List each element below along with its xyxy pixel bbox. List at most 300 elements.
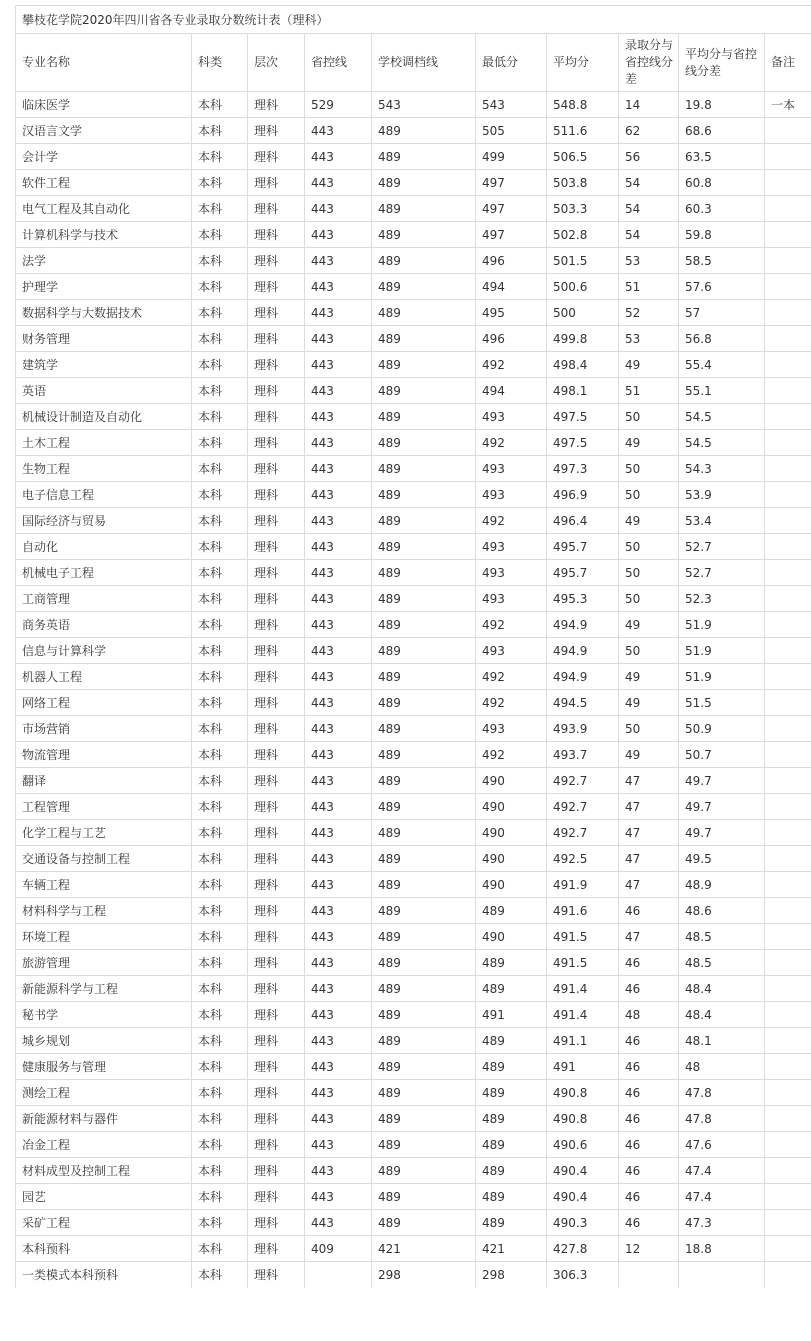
table-row — [16, 690, 811, 716]
table-row — [16, 1158, 811, 1184]
cell-avg-score: 492.7 — [547, 820, 619, 846]
cell-avg-score: 495.3 — [547, 586, 619, 612]
cell-avg-diff: 59.8 — [679, 222, 765, 248]
cell-avg-score: 498.1 — [547, 378, 619, 404]
cell-min-diff: 52 — [619, 300, 679, 326]
cell-school-line: 489 — [372, 898, 476, 924]
cell-category: 本科 — [192, 248, 248, 274]
table-row — [16, 976, 811, 1002]
cell-provincial-line: 443 — [305, 664, 372, 690]
cell-avg-score: 494.9 — [547, 664, 619, 690]
table-row — [16, 378, 811, 404]
cell-min-score: 493 — [476, 638, 547, 664]
cell-category: 本科 — [192, 586, 248, 612]
cell-min-diff: 48 — [619, 1002, 679, 1028]
cell-min-diff: 54 — [619, 222, 679, 248]
cell-provincial-line: 443 — [305, 638, 372, 664]
cell-provincial-line: 443 — [305, 352, 372, 378]
header-school-line: 学校调档线 — [372, 34, 476, 92]
cell-min-score: 492 — [476, 430, 547, 456]
cell-avg-diff: 57.6 — [679, 274, 765, 300]
cell-school-line: 489 — [372, 872, 476, 898]
cell-category: 本科 — [192, 430, 248, 456]
cell-avg-diff: 48.5 — [679, 924, 765, 950]
table-row — [16, 1080, 811, 1106]
cell-major-name: 自动化 — [16, 534, 192, 560]
cell-level: 理科 — [248, 352, 305, 378]
cell-min-diff: 50 — [619, 716, 679, 742]
cell-avg-score: 496.9 — [547, 482, 619, 508]
cell-avg-diff: 57 — [679, 300, 765, 326]
cell-remark — [765, 664, 811, 690]
cell-level: 理科 — [248, 300, 305, 326]
table-row — [16, 274, 811, 300]
cell-min-score: 421 — [476, 1236, 547, 1262]
cell-provincial-line: 443 — [305, 794, 372, 820]
cell-category: 本科 — [192, 976, 248, 1002]
cell-remark — [765, 430, 811, 456]
cell-min-diff: 47 — [619, 846, 679, 872]
cell-remark — [765, 1158, 811, 1184]
cell-category: 本科 — [192, 742, 248, 768]
cell-avg-score: 501.5 — [547, 248, 619, 274]
table-row — [16, 560, 811, 586]
cell-major-name: 财务管理 — [16, 326, 192, 352]
cell-remark — [765, 326, 811, 352]
cell-min-score: 492 — [476, 742, 547, 768]
cell-school-line: 489 — [372, 482, 476, 508]
cell-level: 理科 — [248, 274, 305, 300]
cell-school-line: 489 — [372, 456, 476, 482]
cell-level: 理科 — [248, 456, 305, 482]
cell-avg-diff: 53.4 — [679, 508, 765, 534]
cell-school-line: 489 — [372, 560, 476, 586]
cell-school-line: 489 — [372, 118, 476, 144]
cell-major-name: 工商管理 — [16, 586, 192, 612]
cell-avg-diff: 49.7 — [679, 768, 765, 794]
cell-category: 本科 — [192, 612, 248, 638]
cell-level: 理科 — [248, 196, 305, 222]
table-row — [16, 638, 811, 664]
cell-remark — [765, 170, 811, 196]
header-remark: 备注 — [765, 34, 811, 92]
cell-avg-diff: 52.7 — [679, 534, 765, 560]
cell-avg-score: 494.9 — [547, 612, 619, 638]
cell-remark — [765, 560, 811, 586]
cell-level: 理科 — [248, 378, 305, 404]
cell-remark — [765, 768, 811, 794]
cell-min-diff: 46 — [619, 898, 679, 924]
cell-min-score: 490 — [476, 820, 547, 846]
cell-major-name: 城乡规划 — [16, 1028, 192, 1054]
cell-category: 本科 — [192, 404, 248, 430]
cell-school-line: 489 — [372, 612, 476, 638]
table-row — [16, 612, 811, 638]
cell-min-diff: 46 — [619, 1132, 679, 1158]
cell-remark — [765, 248, 811, 274]
cell-avg-score: 490.8 — [547, 1080, 619, 1106]
cell-min-diff: 49 — [619, 690, 679, 716]
cell-min-diff: 50 — [619, 456, 679, 482]
table-row — [16, 404, 811, 430]
cell-min-diff: 54 — [619, 196, 679, 222]
cell-level: 理科 — [248, 872, 305, 898]
cell-category: 本科 — [192, 144, 248, 170]
cell-major-name: 本科预科 — [16, 1236, 192, 1262]
cell-avg-score: 491.1 — [547, 1028, 619, 1054]
cell-major-name: 测绘工程 — [16, 1080, 192, 1106]
cell-major-name: 冶金工程 — [16, 1132, 192, 1158]
cell-school-line: 489 — [372, 1002, 476, 1028]
cell-avg-score: 491 — [547, 1054, 619, 1080]
cell-category: 本科 — [192, 378, 248, 404]
table-row — [16, 456, 811, 482]
cell-min-score: 497 — [476, 196, 547, 222]
cell-provincial-line: 443 — [305, 716, 372, 742]
cell-major-name: 健康服务与管理 — [16, 1054, 192, 1080]
cell-school-line: 489 — [372, 352, 476, 378]
cell-remark — [765, 1132, 811, 1158]
cell-avg-diff: 54.5 — [679, 430, 765, 456]
cell-min-score: 493 — [476, 482, 547, 508]
cell-level: 理科 — [248, 222, 305, 248]
table-row — [16, 1002, 811, 1028]
cell-category: 本科 — [192, 92, 248, 118]
cell-min-score: 492 — [476, 508, 547, 534]
cell-category: 本科 — [192, 352, 248, 378]
cell-major-name: 园艺 — [16, 1184, 192, 1210]
cell-avg-diff: 47.4 — [679, 1184, 765, 1210]
cell-min-diff: 46 — [619, 1106, 679, 1132]
cell-avg-diff: 58.5 — [679, 248, 765, 274]
cell-min-diff: 54 — [619, 170, 679, 196]
cell-min-diff: 47 — [619, 820, 679, 846]
cell-avg-score: 503.3 — [547, 196, 619, 222]
cell-level: 理科 — [248, 1132, 305, 1158]
table-row — [16, 1132, 811, 1158]
cell-avg-diff: 48.5 — [679, 950, 765, 976]
cell-school-line: 489 — [372, 404, 476, 430]
cell-avg-score: 506.5 — [547, 144, 619, 170]
cell-min-diff: 46 — [619, 1210, 679, 1236]
cell-avg-score: 490.3 — [547, 1210, 619, 1236]
header-avg-diff: 平均分与省控线分差 — [679, 34, 765, 92]
cell-min-score: 493 — [476, 586, 547, 612]
cell-level: 理科 — [248, 1210, 305, 1236]
cell-school-line: 489 — [372, 794, 476, 820]
cell-remark — [765, 1028, 811, 1054]
cell-min-score: 493 — [476, 716, 547, 742]
cell-min-score: 492 — [476, 612, 547, 638]
cell-provincial-line: 443 — [305, 1132, 372, 1158]
cell-school-line: 489 — [372, 378, 476, 404]
cell-avg-diff: 51.5 — [679, 690, 765, 716]
cell-level: 理科 — [248, 898, 305, 924]
cell-provincial-line: 409 — [305, 1236, 372, 1262]
table-row — [16, 820, 811, 846]
cell-major-name: 市场营销 — [16, 716, 192, 742]
header-row — [16, 34, 811, 92]
cell-min-diff: 56 — [619, 144, 679, 170]
cell-avg-diff: 51.9 — [679, 638, 765, 664]
cell-school-line: 489 — [372, 1132, 476, 1158]
header-provincial-line: 省控线 — [305, 34, 372, 92]
cell-avg-diff — [679, 1262, 765, 1288]
cell-category: 本科 — [192, 638, 248, 664]
table-row — [16, 1028, 811, 1054]
cell-school-line: 421 — [372, 1236, 476, 1262]
cell-remark — [765, 1210, 811, 1236]
cell-avg-diff: 49.5 — [679, 846, 765, 872]
cell-min-diff: 47 — [619, 872, 679, 898]
cell-provincial-line: 443 — [305, 1080, 372, 1106]
cell-remark: 一本 — [765, 92, 811, 118]
cell-provincial-line: 443 — [305, 1210, 372, 1236]
cell-provincial-line: 443 — [305, 456, 372, 482]
table-row — [16, 768, 811, 794]
cell-min-diff — [619, 1262, 679, 1288]
cell-provincial-line: 443 — [305, 976, 372, 1002]
cell-avg-diff: 47.8 — [679, 1106, 765, 1132]
cell-level: 理科 — [248, 1106, 305, 1132]
cell-major-name: 秘书学 — [16, 1002, 192, 1028]
cell-min-score: 490 — [476, 846, 547, 872]
cell-min-score: 489 — [476, 1054, 547, 1080]
cell-level: 理科 — [248, 1262, 305, 1288]
cell-provincial-line: 443 — [305, 1106, 372, 1132]
cell-min-score: 489 — [476, 1132, 547, 1158]
cell-min-diff: 50 — [619, 534, 679, 560]
table-row — [16, 950, 811, 976]
cell-level: 理科 — [248, 144, 305, 170]
cell-level: 理科 — [248, 170, 305, 196]
cell-category: 本科 — [192, 1054, 248, 1080]
cell-avg-diff: 49.7 — [679, 794, 765, 820]
cell-avg-diff: 47.3 — [679, 1210, 765, 1236]
cell-level: 理科 — [248, 1184, 305, 1210]
cell-min-diff: 49 — [619, 352, 679, 378]
cell-category: 本科 — [192, 1210, 248, 1236]
cell-avg-diff: 63.5 — [679, 144, 765, 170]
cell-category: 本科 — [192, 1080, 248, 1106]
cell-remark — [765, 378, 811, 404]
cell-category: 本科 — [192, 1184, 248, 1210]
cell-category: 本科 — [192, 456, 248, 482]
cell-avg-diff: 55.1 — [679, 378, 765, 404]
cell-provincial-line: 443 — [305, 300, 372, 326]
cell-remark — [765, 794, 811, 820]
cell-remark — [765, 742, 811, 768]
cell-provincial-line: 443 — [305, 690, 372, 716]
cell-avg-score: 493.9 — [547, 716, 619, 742]
cell-provincial-line: 443 — [305, 326, 372, 352]
cell-major-name: 临床医学 — [16, 92, 192, 118]
cell-min-score: 490 — [476, 794, 547, 820]
cell-provincial-line: 443 — [305, 534, 372, 560]
cell-school-line: 489 — [372, 846, 476, 872]
cell-remark — [765, 352, 811, 378]
cell-provincial-line: 443 — [305, 118, 372, 144]
table-row — [16, 300, 811, 326]
cell-avg-score: 496.4 — [547, 508, 619, 534]
cell-major-name: 采矿工程 — [16, 1210, 192, 1236]
cell-min-score: 489 — [476, 898, 547, 924]
cell-min-diff: 12 — [619, 1236, 679, 1262]
cell-remark — [765, 898, 811, 924]
cell-provincial-line: 443 — [305, 482, 372, 508]
table-row — [16, 1262, 811, 1288]
cell-category: 本科 — [192, 534, 248, 560]
cell-level: 理科 — [248, 976, 305, 1002]
cell-major-name: 护理学 — [16, 274, 192, 300]
cell-remark — [765, 300, 811, 326]
cell-avg-score: 490.4 — [547, 1158, 619, 1184]
cell-avg-score: 490.4 — [547, 1184, 619, 1210]
cell-provincial-line — [305, 1262, 372, 1288]
cell-school-line: 489 — [372, 690, 476, 716]
cell-avg-score: 498.4 — [547, 352, 619, 378]
cell-min-diff: 46 — [619, 950, 679, 976]
cell-provincial-line: 443 — [305, 846, 372, 872]
cell-major-name: 电气工程及其自动化 — [16, 196, 192, 222]
cell-avg-score: 427.8 — [547, 1236, 619, 1262]
cell-avg-score: 494.9 — [547, 638, 619, 664]
cell-major-name: 机器人工程 — [16, 664, 192, 690]
cell-remark — [765, 1054, 811, 1080]
cell-avg-score: 511.6 — [547, 118, 619, 144]
cell-min-score: 490 — [476, 872, 547, 898]
table-row — [16, 352, 811, 378]
cell-min-diff: 47 — [619, 924, 679, 950]
cell-min-score: 489 — [476, 1080, 547, 1106]
cell-level: 理科 — [248, 560, 305, 586]
table-row — [16, 222, 811, 248]
cell-remark — [765, 1262, 811, 1288]
cell-major-name: 化学工程与工艺 — [16, 820, 192, 846]
cell-avg-score: 494.5 — [547, 690, 619, 716]
cell-level: 理科 — [248, 716, 305, 742]
table-row — [16, 248, 811, 274]
cell-remark — [765, 872, 811, 898]
cell-major-name: 环境工程 — [16, 924, 192, 950]
cell-school-line: 489 — [372, 430, 476, 456]
cell-avg-diff: 47.8 — [679, 1080, 765, 1106]
cell-min-score: 497 — [476, 170, 547, 196]
header-major-name: 专业名称 — [16, 34, 192, 92]
cell-avg-score: 492.5 — [547, 846, 619, 872]
cell-category: 本科 — [192, 222, 248, 248]
cell-school-line: 489 — [372, 274, 476, 300]
table-row — [16, 508, 811, 534]
cell-remark — [765, 404, 811, 430]
cell-major-name: 机械电子工程 — [16, 560, 192, 586]
cell-remark — [765, 612, 811, 638]
cell-school-line: 489 — [372, 1106, 476, 1132]
cell-school-line: 489 — [372, 638, 476, 664]
table-row — [16, 144, 811, 170]
cell-avg-score: 497.5 — [547, 430, 619, 456]
cell-level: 理科 — [248, 1158, 305, 1184]
cell-major-name: 工程管理 — [16, 794, 192, 820]
cell-provincial-line: 443 — [305, 196, 372, 222]
cell-level: 理科 — [248, 404, 305, 430]
cell-school-line: 489 — [372, 326, 476, 352]
cell-provincial-line: 443 — [305, 1158, 372, 1184]
cell-remark — [765, 638, 811, 664]
cell-major-name: 土木工程 — [16, 430, 192, 456]
table-row — [16, 482, 811, 508]
cell-school-line: 489 — [372, 170, 476, 196]
cell-avg-diff: 54.5 — [679, 404, 765, 430]
table-row — [16, 170, 811, 196]
cell-min-score: 490 — [476, 768, 547, 794]
cell-category: 本科 — [192, 872, 248, 898]
cell-category: 本科 — [192, 898, 248, 924]
table-row — [16, 716, 811, 742]
cell-avg-diff: 56.8 — [679, 326, 765, 352]
cell-major-name: 一类模式本科预科 — [16, 1262, 192, 1288]
cell-category: 本科 — [192, 950, 248, 976]
cell-level: 理科 — [248, 820, 305, 846]
cell-category: 本科 — [192, 716, 248, 742]
cell-avg-score: 491.5 — [547, 924, 619, 950]
cell-avg-diff: 55.4 — [679, 352, 765, 378]
cell-level: 理科 — [248, 1028, 305, 1054]
cell-level: 理科 — [248, 326, 305, 352]
table-row — [16, 1054, 811, 1080]
cell-min-diff: 53 — [619, 326, 679, 352]
cell-provincial-line: 443 — [305, 1054, 372, 1080]
cell-min-diff: 62 — [619, 118, 679, 144]
cell-provincial-line: 443 — [305, 924, 372, 950]
cell-category: 本科 — [192, 482, 248, 508]
cell-provincial-line: 443 — [305, 1002, 372, 1028]
cell-school-line: 489 — [372, 222, 476, 248]
cell-avg-diff: 50.7 — [679, 742, 765, 768]
cell-avg-score: 492.7 — [547, 768, 619, 794]
cell-avg-diff: 19.8 — [679, 92, 765, 118]
cell-category: 本科 — [192, 794, 248, 820]
cell-avg-diff: 51.9 — [679, 664, 765, 690]
cell-avg-score: 491.6 — [547, 898, 619, 924]
cell-category: 本科 — [192, 664, 248, 690]
cell-provincial-line: 443 — [305, 950, 372, 976]
cell-provincial-line: 443 — [305, 742, 372, 768]
cell-remark — [765, 846, 811, 872]
cell-min-diff: 50 — [619, 638, 679, 664]
score-table-container — [15, 5, 811, 1288]
table-row — [16, 118, 811, 144]
cell-avg-score: 491.4 — [547, 1002, 619, 1028]
cell-min-diff: 50 — [619, 560, 679, 586]
table-row — [16, 664, 811, 690]
cell-min-diff: 47 — [619, 794, 679, 820]
table-row — [16, 1184, 811, 1210]
cell-school-line: 489 — [372, 144, 476, 170]
cell-major-name: 信息与计算科学 — [16, 638, 192, 664]
cell-level: 理科 — [248, 950, 305, 976]
cell-provincial-line: 443 — [305, 820, 372, 846]
cell-min-score: 489 — [476, 976, 547, 1002]
header-category: 科类 — [192, 34, 248, 92]
cell-remark — [765, 456, 811, 482]
cell-school-line: 489 — [372, 1158, 476, 1184]
cell-avg-diff: 48.4 — [679, 1002, 765, 1028]
cell-level: 理科 — [248, 92, 305, 118]
cell-min-diff: 46 — [619, 1028, 679, 1054]
cell-school-line: 489 — [372, 664, 476, 690]
cell-remark — [765, 1002, 811, 1028]
